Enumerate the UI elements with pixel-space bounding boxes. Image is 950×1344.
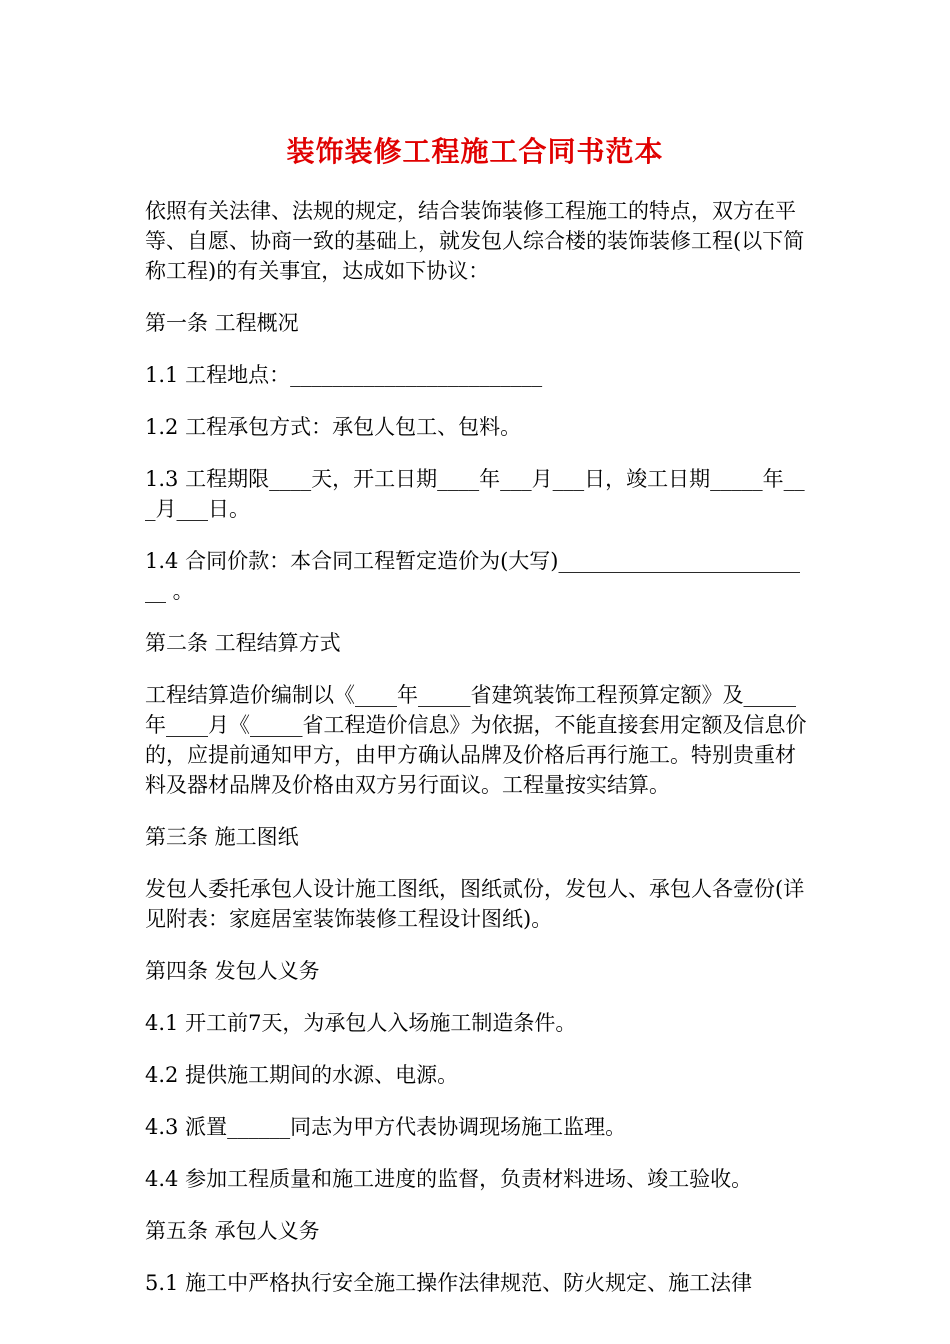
- clause-4-3: 4.3 派置______同志为甲方代表协调现场施工监理。: [145, 1115, 627, 1139]
- article-4-heading: 第四条 发包人义务: [145, 959, 320, 983]
- clause-1-4: 1.4 合同价款：本合同工程暂定造价为(大写)_________________________ 。: [145, 549, 800, 603]
- clause-1-3: 1.3 工程期限____天，开工日期____年___月___日，竣工日期_____年___月___日。: [145, 467, 805, 521]
- intro-paragraph: 依照有关法律、法规的规定，结合装饰装修工程施工的特点，双方在平等、自愿、协商一致的基础上，就发包人综合楼的装饰装修工程(以下简称工程)的有关事宜，达成如下协议：: [145, 199, 805, 283]
- document-title: 装饰装修工程施工合同书范本: [286, 135, 664, 168]
- clause-1-1: 1.1 工程地点：________________________: [145, 363, 543, 387]
- article-5-heading: 第五条 承包人义务: [145, 1219, 320, 1243]
- clause-4-2: 4.2 提供施工期间的水源、电源。: [145, 1063, 459, 1087]
- clause-5-1: 5.1 施工中严格执行安全施工操作法律规范、防火规定、施工法律: [145, 1271, 753, 1295]
- drawings-paragraph: 发包人委托承包人设计施工图纸，图纸贰份，发包人、承包人各壹份(详见附表：家庭居室装饰装修工程设计图纸)。: [145, 877, 805, 931]
- article-2-heading: 第二条 工程结算方式: [145, 631, 341, 655]
- clause-1-2: 1.2 工程承包方式：承包人包工、包料。: [145, 415, 522, 439]
- settlement-paragraph: 工程结算造价编制以《____年_____省建筑装饰工程预算定额》及_____年____月《_____省工程造价信息》为依据，不能直接套用定额及信息价的，应提前通知甲方，由甲方确认品牌及价格后再行施工。特别贵重材料及器材品牌及价格由双方另行面议。工程量按实结算。: [145, 683, 807, 797]
- document-body: [145, 196, 810, 1320]
- clause-4-1: 4.1 开工前7天，为承包人入场施工制造条件。: [145, 1011, 577, 1035]
- clause-4-4: 4.4 参加工程质量和施工进度的监督，负责材料进场、竣工验收。: [145, 1167, 753, 1191]
- article-3-heading: 第三条 施工图纸: [145, 825, 299, 849]
- article-1-heading: 第一条 工程概况: [145, 311, 299, 335]
